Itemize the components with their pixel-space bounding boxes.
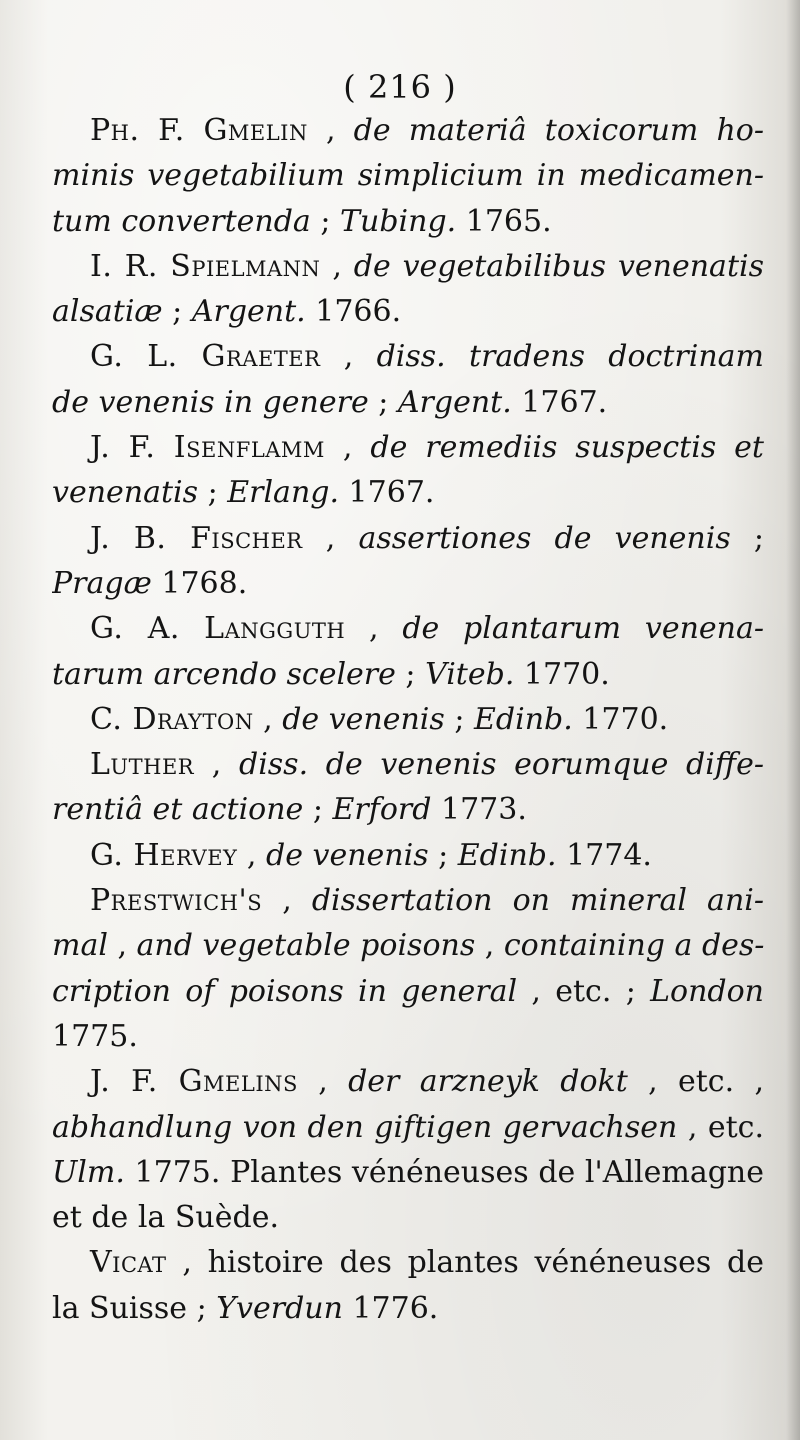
roman-text: , histoire des plantes vénéneuses de [166,1245,764,1281]
italic-text: de vegetabilibus venenatis [353,248,764,284]
italic-text: venenatis [52,475,199,511]
italic-text: mal [52,928,108,964]
page-gutter-shadow [786,0,800,1440]
text-line [52,108,764,153]
text-line [52,1240,764,1285]
roman-text: , [320,339,377,375]
text-line [52,244,764,289]
italic-text: and vegetable poisons [136,928,476,964]
roman-text: la Suisse ; [52,1290,217,1326]
italic-text: Argent. [191,294,306,330]
roman-text: 1774. [556,837,652,873]
roman-text: 1768. [151,565,248,601]
text-line [52,425,764,470]
roman-text: ; [444,701,474,737]
italic-text: tarum arcendo scelere [52,656,396,692]
italic-text: Edinb. [457,837,557,873]
italic-text: Argent. [397,384,512,420]
italic-text: Viteb. [425,656,515,692]
text-line [52,516,764,561]
roman-text: , [237,837,266,873]
italic-text: de venenis [282,701,445,737]
roman-text: ; [198,475,228,511]
italic-text: London [650,973,764,1009]
italic-text: de venenis in genere [52,384,369,420]
italic-text: assertiones de venenis [358,520,731,556]
text-line [52,380,764,425]
roman-text: 1775. [52,1018,138,1054]
roman-text: ; [162,294,192,330]
text-line [52,470,764,515]
text-line [52,1059,764,1104]
roman-text: 1773. [431,792,527,828]
text-line [52,652,764,697]
text-line [52,1014,764,1059]
italic-text: rentiâ et actione [52,792,304,828]
roman-text: , [262,883,312,919]
italic-text: Ulm. [52,1154,125,1190]
italic-text: alsatiæ [52,294,163,330]
text-line [52,1286,764,1331]
text-line [52,1150,764,1195]
roman-text: ; [395,656,426,692]
roman-text: , [297,1064,349,1100]
roman-text: 1775. Plantes vénéneuses de l'Allemagne [124,1154,764,1190]
text-line [52,878,764,923]
author-name: Vicat [90,1245,167,1281]
roman-text: 1770. [572,701,669,737]
roman-text: , [345,611,403,647]
author-name: J. B. Fischer [90,520,303,556]
author-name: I. R. Spielmann [90,248,321,284]
roman-text: ; [730,520,764,556]
roman-text: , etc. , [627,1064,764,1100]
italic-text: abhandlung von den giftigen gervachsen [52,1109,678,1145]
roman-text: 1766. [305,294,402,330]
page-number: ( 216 ) [343,68,457,106]
text-line [52,199,764,244]
roman-text: , etc. ; [517,973,651,1009]
roman-text: ; [368,384,398,420]
roman-text: , [253,701,283,737]
author-name: Prestwich's [90,883,263,919]
italic-text: tum convertenda [52,203,311,239]
text-line [52,334,764,379]
italic-text: Edinb. [474,701,573,737]
author-name: C. Drayton [90,701,254,737]
roman-text: , [324,430,371,466]
roman-text: 1770. [514,656,610,692]
roman-text: 1767. [511,384,608,420]
italic-text: Erford [332,792,432,828]
italic-text: cription of poisons in general [52,973,518,1009]
italic-text: de remediis suspectis et [370,430,764,466]
author-name: J. F. Isenflamm [90,430,325,466]
roman-text: , [194,747,239,783]
bibliography-text [52,108,764,1331]
italic-text: dissertation on mineral ani- [311,883,764,919]
author-name: G. Hervey [90,837,238,873]
text-line [52,289,764,334]
italic-text: minis vegetabilium simplicium in medicamen- [52,158,764,194]
italic-text: Yverdun [216,1290,343,1326]
text-line [52,697,764,742]
text-line [52,606,764,651]
author-name: Ph. F. Gmelin [90,113,308,148]
italic-text: Pragæ [52,565,152,601]
text-line [52,969,764,1014]
italic-text: de venenis [266,837,429,873]
author-name: J. F. Gmelins [90,1064,298,1100]
roman-text: , [475,928,504,964]
text-line [52,561,764,606]
roman-text: , etc. [677,1109,764,1145]
roman-text: ; [428,837,458,873]
roman-text: et de la Suède. [52,1200,279,1236]
text-line [52,1105,764,1150]
italic-text: containing a des- [503,928,764,964]
text-line [52,1195,764,1240]
italic-text: de materiâ toxicorum ho- [353,113,764,148]
italic-text: diss. tradens doctrinam [376,339,764,375]
roman-text: 1767. [339,475,435,511]
italic-text: Erlang. [227,475,340,511]
roman-text: , [307,113,354,148]
roman-text: 1765. [456,203,552,239]
text-line [52,153,764,198]
italic-text: Tubing. [340,203,457,239]
roman-text: ; [310,203,340,239]
roman-text: ; [303,792,333,828]
author-name: G. L. Graeter [90,339,321,375]
author-name: Luther [90,747,195,783]
roman-text: 1776. [342,1290,439,1326]
text-line [52,787,764,832]
text-line [52,923,764,968]
author-name: G. A. Langguth [90,611,346,647]
italic-text: der arzneyk dokt [348,1064,628,1100]
roman-text: , [107,928,137,964]
text-line [52,833,764,878]
text-line [52,742,764,787]
italic-text: diss. de venenis eorumque diffe- [238,747,764,783]
roman-text: , [302,520,359,556]
roman-text: , [320,248,354,284]
italic-text: de plantarum venena- [402,611,764,647]
